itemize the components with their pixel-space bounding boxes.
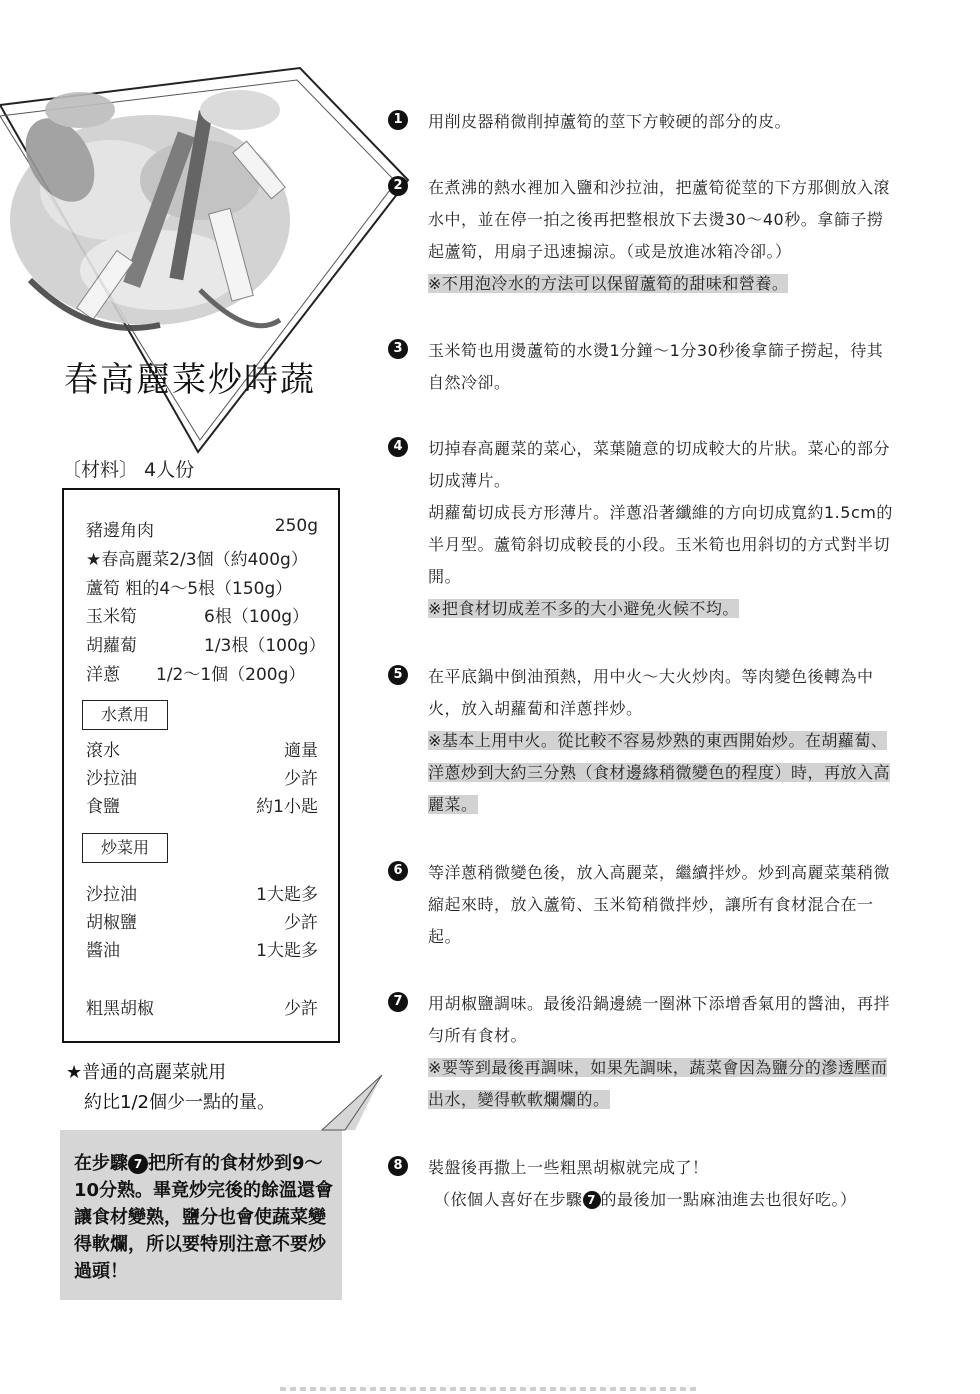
step-text: 在平底鍋中倒油預熱，用中火～大火炒肉。等肉變色後轉為中火，放入胡蘿蔔和洋蔥拌炒。 [428, 667, 874, 718]
step-number-badge: 7 [388, 992, 408, 1012]
step-text: 用胡椒鹽調味。最後沿鍋邊繞一圈淋下添增香氣用的醬油，再拌勻所有食材。 [428, 994, 891, 1045]
stirfry-item-row: 醬油 1大匙多 [86, 941, 318, 961]
stirfry-label: 炒菜用 [82, 833, 168, 863]
ingredient-row: 胡蘿蔔 1/3根（100g） [86, 636, 326, 656]
step-number-badge: 6 [388, 861, 408, 881]
step-text: 切掉春高麗菜的菜心，菜葉隨意的切成較大的片狀。菜心的部分切成薄片。 [428, 439, 891, 490]
step-number-badge: 2 [388, 176, 408, 196]
materials-header: 〔材料〕 4人份 [62, 459, 195, 481]
step-text: 用削皮器稍微削掉蘆筍的莖下方較硬的部分的皮。 [428, 112, 792, 131]
ingredient-row: ★春高麗菜2/3個（約400g） [86, 550, 308, 570]
stirfry-item-row: 胡椒鹽 少許 [86, 913, 318, 933]
boil-item-row: 滾水 適量 [86, 741, 318, 761]
step-note: ※把食材切成差不多的大小避免火候不均。 [428, 599, 739, 618]
tip-text: 在步驟 7 把所有的食材炒到9～10分熟。畢竟炒完後的餘溫還會讓食材變熟，鹽分也會使蔬菜變得軟爛，所以要特別注意不要炒過頭！ [74, 1153, 334, 1282]
stirfry-item-row: 粗黑胡椒 少許 [86, 999, 318, 1019]
step-text: 胡蘿蔔切成長方形薄片。洋蔥沿著纖維的方向切成寬約1.5cm的半月型。蘆筍斜切成較長的小段。玉米筍也用斜切的方式對半切開。 [428, 503, 893, 586]
ingredient-row: 蘆筍 粗的4～5根（150g） [86, 579, 293, 599]
step-note: ※基本上用中火。從比較不容易炒熟的東西開始炒。在胡蘿蔔、洋蔥炒到大約三分熟（食材邊緣稍微變色的程度）時，再放入高麗菜。 [428, 731, 891, 814]
ingredient-row: 玉米筍 6根（100g） [86, 607, 310, 627]
step-number-badge: 5 [388, 665, 408, 685]
step-number-badge: 8 [388, 1156, 408, 1176]
step-text: 在煮沸的熱水裡加入鹽和沙拉油，把蘆筍從莖的下方那側放入滾水中，並在停一拍之後再把整根放下去燙30～40秒。拿篩子撈起蘆筍，用扇子迅速搧涼。（或是放進冰箱冷卻。） [428, 178, 891, 261]
star-note [66, 1058, 356, 1118]
ingredient-row: 豬邊角肉 250g [86, 516, 318, 541]
recipe-title: 春高麗菜炒時蔬 [64, 360, 316, 400]
boil-item-row: 食鹽 約1小匙 [86, 797, 318, 817]
boil-label: 水煮用 [82, 700, 168, 730]
step-ref-badge: 7 [128, 1154, 148, 1174]
boil-item-row: 沙拉油 少許 [86, 769, 318, 789]
ingredients-box [62, 488, 340, 1043]
step-note: ※要等到最後再調味，如果先調味，蔬菜會因為鹽分的滲透壓而出水，變得軟軟爛爛的。 [428, 1058, 888, 1109]
page-bottom-divider [280, 1387, 700, 1391]
step-text: 玉米筍也用燙蘆筍的水燙1分鐘～1分30秒後拿篩子撈起，待其自然冷卻。 [428, 341, 884, 392]
step-text: 等洋蔥稍微變色後，放入高麗菜，繼續拌炒。炒到高麗菜葉稍微縮起來時，放入蘆筍、玉米筍稍微拌炒，讓所有食材混合在一起。 [428, 863, 891, 946]
ingredient-row: 洋蔥 1/2～1個（200g） [86, 665, 306, 685]
step-ref-badge: 7 [583, 1191, 601, 1209]
step-number-badge: 1 [388, 110, 408, 130]
star-note-line: ★普通的高麗菜就用 [66, 1062, 227, 1083]
step-number-badge: 3 [388, 339, 408, 359]
star-note-line: 約比1/2個少一點的量。 [84, 1092, 275, 1113]
step-note: ※不用泡冷水的方法可以保留蘆筍的甜味和營養。 [428, 274, 789, 293]
step-text: 裝盤後再撒上一些粗黑胡椒就完成了！ [428, 1158, 709, 1177]
stirfry-item-row: 沙拉油 1大匙多 [86, 885, 318, 905]
step-extra: （依個人喜好在步驟 7 的最後加一點麻油進去也很好吃。） [434, 1190, 857, 1209]
step-number-badge: 4 [388, 437, 408, 457]
